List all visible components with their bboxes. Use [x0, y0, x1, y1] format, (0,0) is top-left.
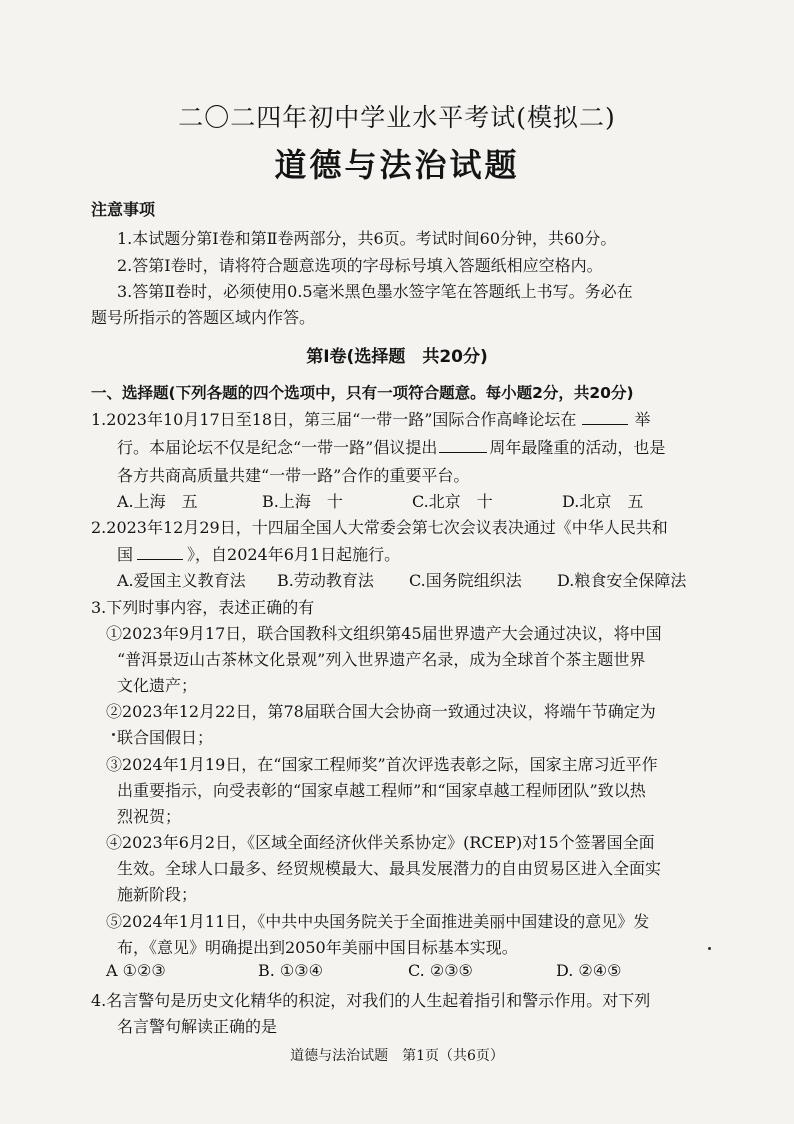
notes-heading: 注意事项	[91, 200, 156, 219]
question-2-options	[117, 568, 717, 588]
question-1-text: 1.2023年10月17日至18日，第三届“一带一路”国际合作高峰论坛在	[91, 410, 577, 429]
note-line: 1.本试题分第Ⅰ卷和第Ⅱ卷两部分，共6页。考试时间60分钟，共60分。	[117, 229, 617, 248]
question-4-line: 4.名言警句是历史文化精华的积淀，对我们的人生起着指引和警示作用。对下列	[91, 991, 651, 1010]
question-1-line	[117, 435, 665, 458]
option-b: B. ①③④	[258, 961, 323, 980]
question-3-line: ⑤2024年1月11日，《中共中央国务院关于全面推进美丽中国建设的意见》发	[106, 912, 650, 931]
note-line: 2.答第Ⅰ卷时，请将符合题意选项的字母标号填入答题纸相应空格内。	[117, 256, 603, 275]
option-c: C.北京 十	[412, 492, 493, 511]
question-1-text: 周年最隆重的活动，也是	[489, 438, 666, 457]
question-3-stem: 3.下列时事内容，表述正确的有	[91, 598, 315, 617]
question-1-line: 各方共商高质量共建“一带一路”合作的重要平台。	[117, 466, 470, 485]
option-d: D.北京 五	[562, 492, 644, 511]
question-3-options	[106, 961, 726, 981]
option-b: B.上海 十	[262, 492, 343, 511]
section-instruction: 一、选择题(下列各题的四个选项中，只有一项符合题意。每小题2分，共20分)	[91, 384, 634, 402]
option-d: D. ②④⑤	[556, 961, 622, 980]
option-d: D.粮食安全保障法	[557, 571, 687, 590]
question-1-text: 举	[634, 410, 651, 429]
question-3-line: 生效。全球人口最多、经贸规模最大、最具发展潜力的自由贸易区进入全面实	[117, 859, 662, 878]
scan-speck	[708, 947, 711, 950]
option-a: A ①②③	[106, 961, 166, 980]
question-1-text: 行。本届论坛不仅是纪念“一带一路”倡议提出	[117, 438, 438, 457]
question-2-text: 国	[117, 545, 134, 564]
option-a: A.爱国主义教育法	[117, 571, 246, 590]
question-3-line: 施新阶段；	[117, 885, 198, 904]
answer-blank	[137, 545, 183, 560]
option-a: A.上海 五	[117, 492, 198, 511]
question-3-line: 联合国假日；	[117, 728, 214, 747]
question-1-options	[117, 489, 717, 509]
exam-title: 二〇二四年初中学业水平考试(模拟二)	[178, 103, 616, 132]
answer-blank	[439, 438, 487, 453]
option-b: B.劳动教育法	[277, 571, 374, 590]
question-3-line: 烈祝贺；	[117, 807, 182, 826]
note-line: 题号所指示的答题区域内作答。	[91, 308, 316, 327]
note-line: 3.答第Ⅱ卷时，必须使用0.5毫米黑色墨水签字笔在答题纸上书写。务必在	[117, 282, 633, 301]
page-footer: 道德与法治试题 第1页（共6页）	[290, 1048, 504, 1064]
answer-blank	[582, 410, 628, 425]
question-3-line: ④2023年6月2日，《区域全面经济伙伴关系协定》(RCEP)对15个签署国全面	[106, 833, 655, 852]
question-3-line: ③2024年1月19日，在“国家工程师奖”首次评选表彰之际，国家主席习近平作	[106, 755, 658, 774]
scan-speck	[112, 733, 115, 736]
question-3-line: 出重要指示，向受表彰的“国家卓越工程师”和“国家卓越工程师团队”致以热	[117, 781, 646, 800]
option-c: C. ②③⑤	[408, 961, 473, 980]
question-2-line: 2.2023年12月29日，十四届全国人大常委会第七次会议表决通过《中华人民共和	[91, 518, 668, 537]
question-2-line	[117, 542, 400, 565]
option-c: C.国务院组织法	[409, 571, 522, 590]
question-3-line: ②2023年12月22日，第78届联合国大会协商一致通过决议，将端午节确定为	[106, 702, 656, 721]
section-title: 第Ⅰ卷(选择题 共20分)	[306, 347, 488, 367]
question-3-line: 文化遗产；	[117, 676, 198, 695]
question-3-line: “普洱景迈山古茶林文化景观”列入世界遗产名录，成为全球首个茶主题世界	[117, 650, 646, 669]
question-4-line: 名言警句解读正确的是	[117, 1017, 278, 1036]
question-2-text: 》，自2024年6月1日起施行。	[187, 545, 401, 564]
subject-title: 道德与法治试题	[274, 146, 520, 184]
question-3-line: 布，《意见》明确提出到2050年美丽中国目标基本实现。	[117, 938, 518, 957]
question-3-line: ①2023年9月17日，联合国教科文组织第45届世界遗产大会通过决议，将中国	[106, 624, 662, 643]
question-1-line	[91, 407, 650, 430]
